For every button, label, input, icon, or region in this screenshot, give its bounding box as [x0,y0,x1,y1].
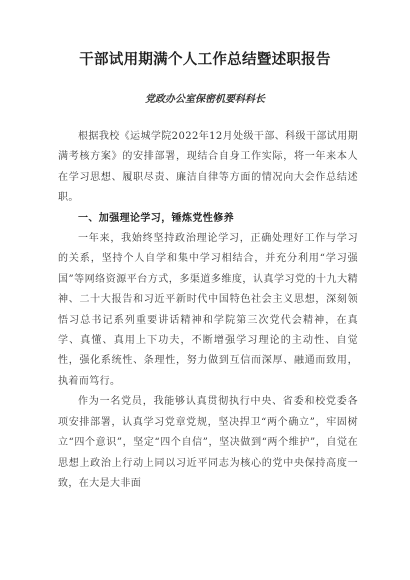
document-body [58,127,358,494]
body-paragraph: 作为一名党员，我能够认真贯彻执行中央、省委和校党委各项安排部署，认真学习党章党规，坚决捍卫“两个确立”，牢固树立“四个意识”，坚定“四个自信”，坚决做到“两个维护”，自觉在思想上政治上行动上同以习近平同志为核心的党中央保持高度一致，在大是大非面 [58,396,358,489]
intro-paragraph: 根据我校《运城学院2022年12月处级干部、科级干部试用期满考核方案》的安排部署，现结合自身工作实际，将一年来本人在学习思想、履职尽责、廉洁自律等方面的情况向大会作总结述职。 [58,131,358,204]
section-heading: 一、加强理论学习，锤炼党性修养 [78,212,234,224]
body-paragraph: 一年来，我始终坚持政治理论学习，正确处理好工作与学习的关系，坚持个人自学和集中学习相结合，并充分利用“学习强国”等网络资源平台方式，多渠道多维度，认真学习党的十九大精神、二十大报告和习近平新时代中国特色社会主义思想，深刻领悟习总书记系列重要讲话精神和学院第三次党代会精神，在真学、真懂、真用上下功夫，不断增强学习理论的主动性、自觉性，强化系统性、条理性，努力做到互信而深厚、融通而致用，执着而笃行。 [58,233,358,387]
document-title: 干部试用期满个人工作总结暨述职报告 [79,52,331,68]
document-subtitle: 党政办公室保密机要科科长 [145,94,265,105]
